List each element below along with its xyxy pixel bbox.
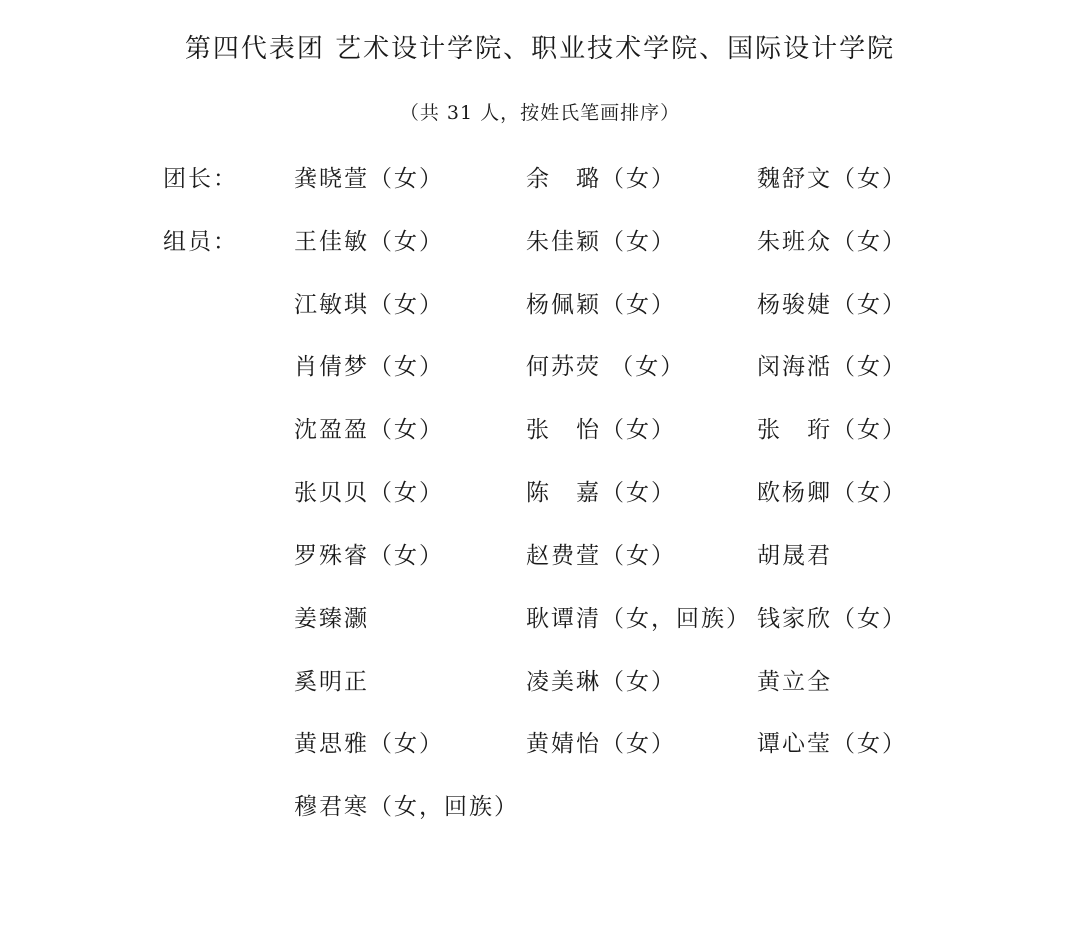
member-name: 奚明正 <box>294 669 369 695</box>
member-name: 姜臻灏 <box>294 606 369 632</box>
member-name: 朱佳颖（女） <box>526 229 676 255</box>
member-name: 黄思雅（女） <box>294 731 444 757</box>
member-name: 余 璐（女） <box>526 166 676 192</box>
member-name: 杨骏婕（女） <box>757 292 907 318</box>
member-name: 陈 嘉（女） <box>526 480 676 506</box>
member-name: 张贝贝（女） <box>294 480 444 506</box>
member-name: 黄婧怡（女） <box>526 731 676 757</box>
member-name: 凌美琳（女） <box>526 669 676 695</box>
member-name: 谭心莹（女） <box>757 731 907 757</box>
member-name: 何苏荧 （女） <box>526 354 686 380</box>
member-name: 罗殊睿（女） <box>294 543 444 569</box>
member-name: 肖倩梦（女） <box>294 354 444 380</box>
roster-row <box>0 788 1080 828</box>
member-name: 赵费萱（女） <box>526 543 676 569</box>
roster-row <box>0 286 1080 326</box>
member-name: 王佳敏（女） <box>294 229 444 255</box>
roster-row <box>0 600 1080 640</box>
page-title: 第四代表团 艺术设计学院、职业技术学院、国际设计学院 <box>184 34 896 64</box>
role-label-leader: 团长： <box>163 166 238 192</box>
member-name: 朱班众（女） <box>757 229 907 255</box>
member-name: 穆君寒（女，回族） <box>294 794 519 820</box>
roster-row <box>0 348 1080 388</box>
member-name: 耿谭清（女，回族） <box>526 606 751 632</box>
member-name: 张 珩（女） <box>757 417 907 443</box>
roster-row <box>0 411 1080 451</box>
roster-row <box>0 725 1080 765</box>
member-name: 钱家欣（女） <box>757 606 907 632</box>
member-name: 闵海湉（女） <box>757 354 907 380</box>
member-name: 江敏琪（女） <box>294 292 444 318</box>
roster-row <box>0 223 1080 263</box>
page-subtitle: （共 31 人，按姓氏笔画排序） <box>399 102 681 124</box>
member-name: 胡晟君 <box>757 543 832 569</box>
roster-row <box>0 537 1080 577</box>
role-label-members: 组员： <box>163 229 238 255</box>
member-name: 沈盈盈（女） <box>294 417 444 443</box>
member-name: 龚晓萱（女） <box>294 166 444 192</box>
member-name: 张 怡（女） <box>526 417 676 443</box>
member-name: 魏舒文（女） <box>757 166 907 192</box>
roster-row-leaders <box>0 160 1080 200</box>
member-name: 欧杨卿（女） <box>757 480 907 506</box>
member-name: 黄立全 <box>757 669 832 695</box>
roster-row <box>0 474 1080 514</box>
member-name: 杨佩颖（女） <box>526 292 676 318</box>
roster-row <box>0 663 1080 703</box>
